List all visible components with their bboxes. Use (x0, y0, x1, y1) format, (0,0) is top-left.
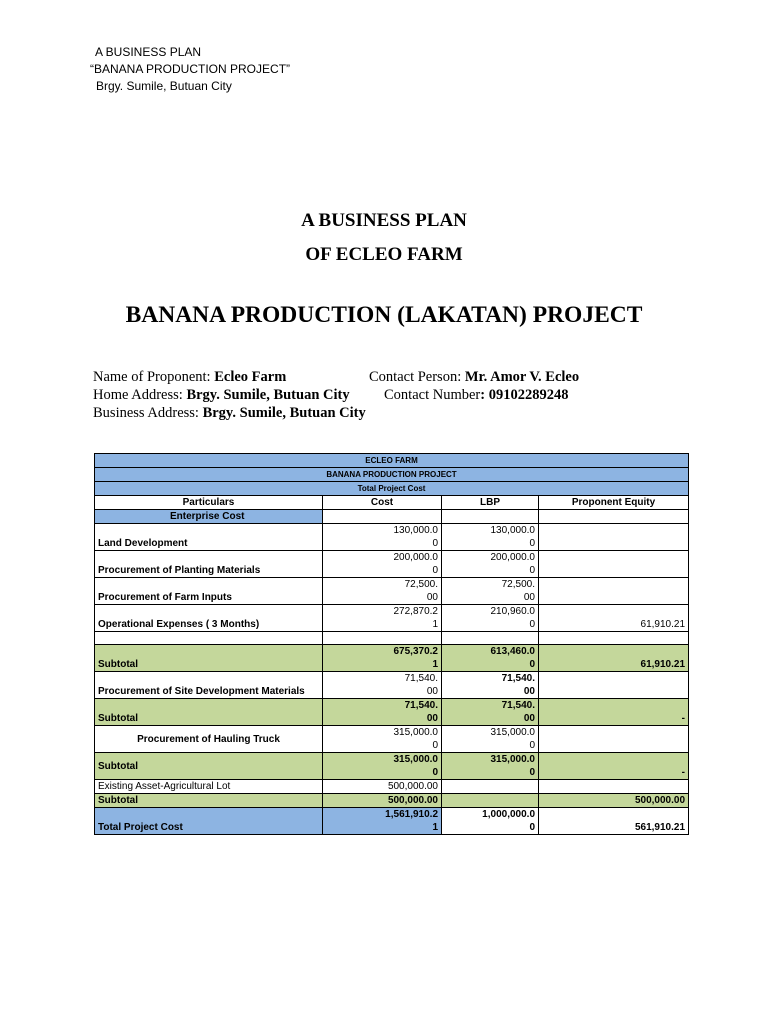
row-lbp: 1,000,000.0 0 (442, 808, 539, 835)
row-lbp: 130,000.0 0 (442, 524, 539, 551)
row-cost: 130,000.0 0 (323, 524, 442, 551)
contact-number-value: : 09102289248 (480, 387, 569, 403)
table-title-total-cost: Total Project Cost (95, 482, 689, 496)
project-cost-table (94, 453, 689, 835)
row-cost: 71,540. 00 (323, 672, 442, 699)
business-address-label: Business Address: (93, 405, 203, 421)
title-line-1: A BUSINESS PLAN (301, 210, 467, 231)
row-cost: 315,000.0 0 (323, 753, 442, 780)
col-header-particulars: Particulars (95, 496, 323, 510)
row-lbp (442, 780, 539, 794)
table-row (95, 780, 689, 794)
table-row (95, 524, 689, 551)
row-cost: 500,000.00 (323, 794, 442, 808)
row-cost: 315,000.0 0 (323, 726, 442, 753)
row-cost: 1,561,910.2 1 (323, 808, 442, 835)
row-label: Existing Asset-Agricultural Lot (95, 780, 323, 794)
total-row (95, 808, 689, 835)
document-header (90, 44, 290, 95)
header-line-3: Brgy. Sumile, Butuan City (96, 79, 232, 93)
row-lbp: 71,540. 00 (442, 699, 539, 726)
table-row (95, 578, 689, 605)
project-title: BANANA PRODUCTION (LAKATAN) PROJECT (125, 302, 643, 328)
row-label: Subtotal (95, 753, 323, 780)
subtotal-row (95, 794, 689, 808)
title-line-2: OF ECLEO FARM (305, 244, 463, 265)
row-lbp: 200,000.0 0 (442, 551, 539, 578)
col-header-equity: Proponent Equity (539, 496, 689, 510)
table-title-project: BANANA PRODUCTION PROJECT (95, 468, 689, 482)
row-lbp: 315,000.0 0 (442, 753, 539, 780)
row-equity: 500,000.00 (539, 794, 689, 808)
row-label: Total Project Cost (95, 808, 323, 835)
row-equity (539, 524, 689, 551)
row-cost: 272,870.2 1 (323, 605, 442, 632)
row-lbp: 315,000.0 0 (442, 726, 539, 753)
row-lbp: 72,500. 00 (442, 578, 539, 605)
subtotal-row (95, 645, 689, 672)
row-label: Subtotal (95, 794, 323, 808)
row-equity: 61,910.21 (539, 605, 689, 632)
subtotal-row (95, 699, 689, 726)
business-address-value: Brgy. Sumile, Butuan City (202, 405, 366, 421)
row-equity (539, 672, 689, 699)
row-cost: 500,000.00 (323, 780, 442, 794)
table-row (95, 726, 689, 753)
row-cost: 675,370.2 1 (323, 645, 442, 672)
row-cost: 72,500. 00 (323, 578, 442, 605)
table-row (95, 551, 689, 578)
row-equity: - (539, 753, 689, 780)
row-label: Procurement of Site Development Materials (95, 672, 323, 699)
proponent-info (93, 368, 580, 422)
proponent-value: Ecleo Farm (214, 369, 287, 385)
row-cost: 71,540. 00 (323, 699, 442, 726)
row-equity (539, 578, 689, 605)
enterprise-cost-label: Enterprise Cost (95, 510, 323, 524)
row-equity: - (539, 699, 689, 726)
col-header-lbp: LBP (442, 496, 539, 510)
row-label: Operational Expenses ( 3 Months) (95, 605, 323, 632)
table-row (95, 672, 689, 699)
row-equity: 61,910.21 (539, 645, 689, 672)
row-equity: 561,910.21 (539, 808, 689, 835)
contact-person-label: Contact Person: (369, 369, 465, 385)
row-label: Subtotal (95, 645, 323, 672)
row-cost: 200,000.0 0 (323, 551, 442, 578)
contact-number-label: Contact Number (384, 387, 481, 403)
spacer-row (95, 632, 689, 645)
row-equity (539, 780, 689, 794)
row-label: Procurement of Farm Inputs (95, 578, 323, 605)
header-line-1: A BUSINESS PLAN (95, 45, 202, 59)
row-lbp: 71,540. 00 (442, 672, 539, 699)
home-address-value: Brgy. Sumile, Butuan City (186, 387, 350, 403)
home-address-label: Home Address: (93, 387, 187, 403)
proponent-label: Name of Proponent: (93, 369, 215, 385)
row-lbp: 210,960.0 0 (442, 605, 539, 632)
contact-person-value: Mr. Amor V. Ecleo (464, 369, 580, 385)
header-line-2: “BANANA PRODUCTION PROJECT” (90, 62, 291, 76)
row-label: Subtotal (95, 699, 323, 726)
row-lbp: 613,460.0 0 (442, 645, 539, 672)
col-header-cost: Cost (323, 496, 442, 510)
row-label: Procurement of Planting Materials (95, 551, 323, 578)
subtotal-row (95, 753, 689, 780)
row-lbp (442, 794, 539, 808)
row-label: Procurement of Hauling Truck (95, 726, 323, 753)
table-title-farm: ECLEO FARM (95, 454, 689, 468)
table-row (95, 605, 689, 632)
row-equity (539, 551, 689, 578)
row-equity (539, 726, 689, 753)
row-label: Land Development (95, 524, 323, 551)
